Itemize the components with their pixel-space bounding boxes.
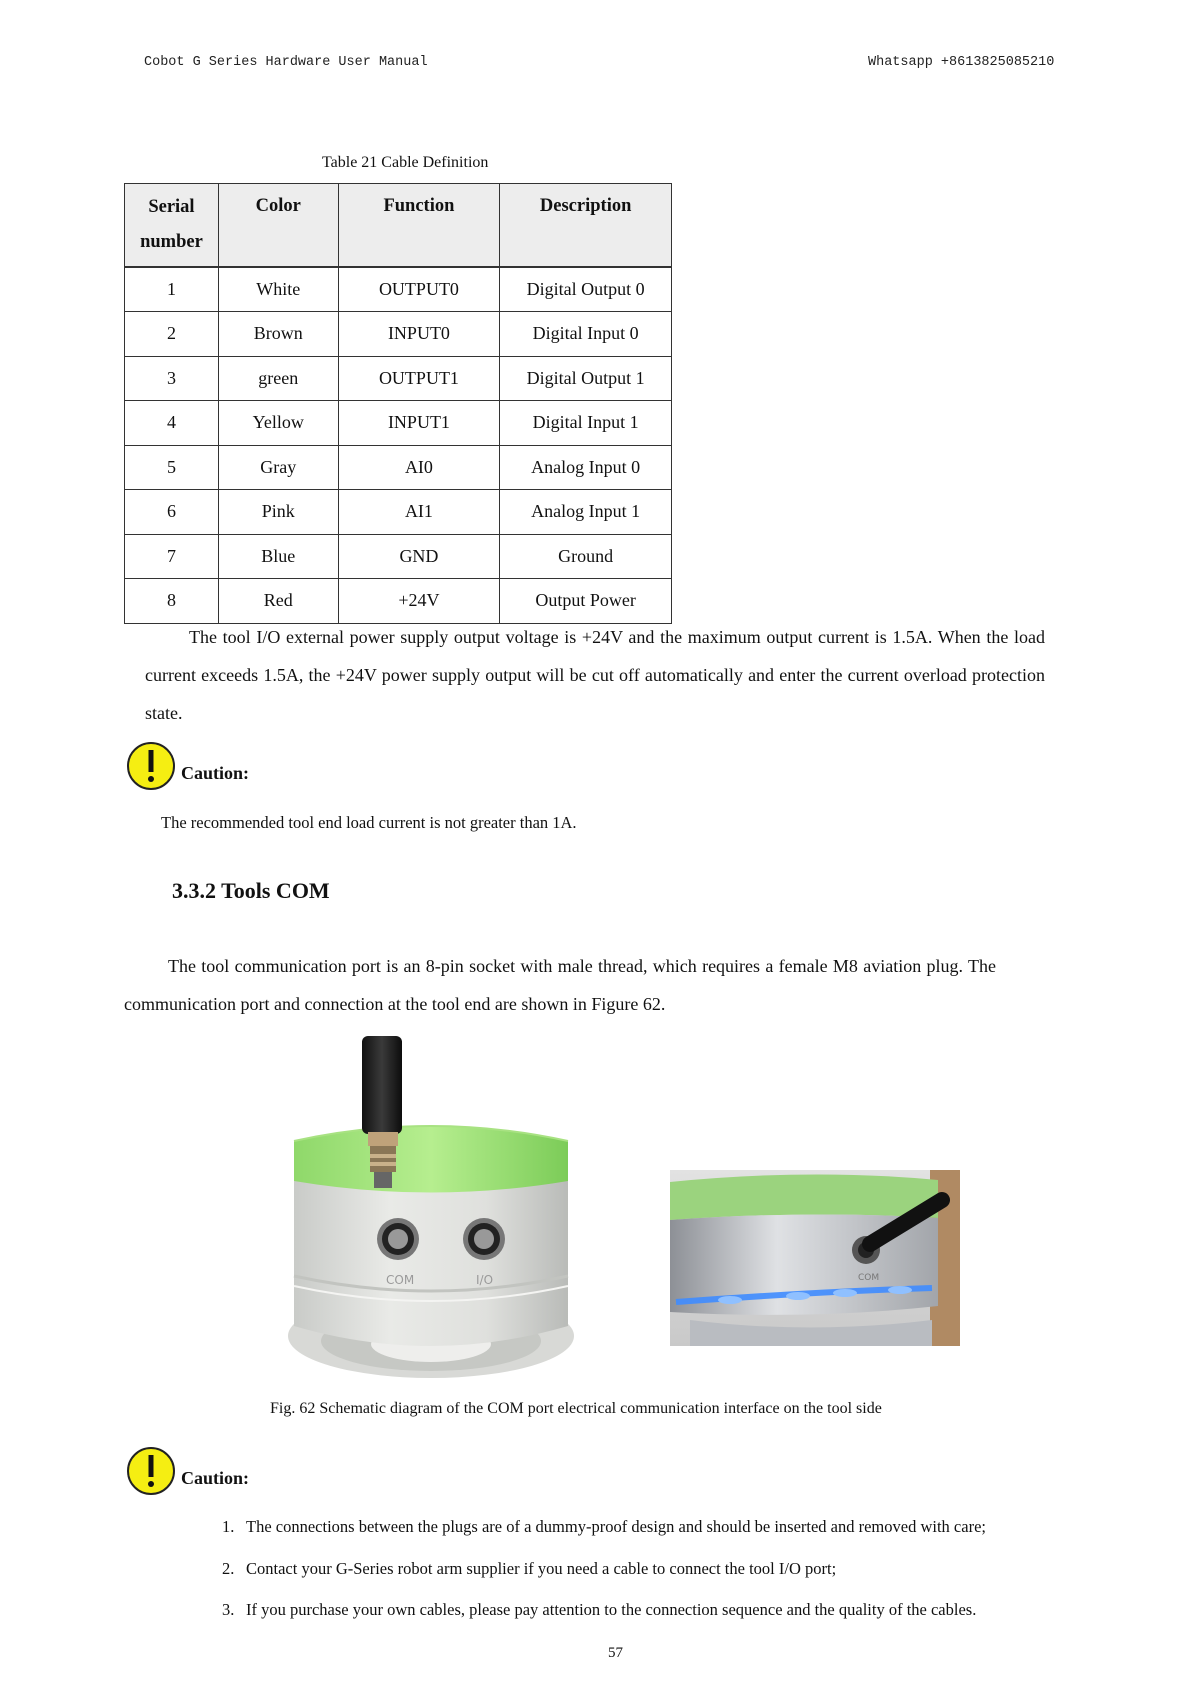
cell-serial: 7 [125, 534, 219, 579]
power-supply-text: The tool I/O external power supply output voltage is +24V and the maximum output current is 1.5A. When the load current exceeds 1.5A, the +24V power supply output will be cut off automatically and enter the current overload protection state. [145, 627, 1045, 723]
cell-function: OUTPUT0 [338, 267, 500, 312]
cell-serial: 8 [125, 579, 219, 624]
caution-list [222, 1514, 986, 1639]
cell-function: AI1 [338, 490, 500, 535]
caution-text: The recommended tool end load current is not greater than 1A. [161, 813, 577, 832]
cell-function: INPUT0 [338, 312, 500, 357]
cell-serial: 5 [125, 445, 219, 490]
cell-color: Brown [218, 312, 338, 357]
cell-color: Yellow [218, 401, 338, 446]
cell-serial: 1 [125, 267, 219, 312]
cell-description: Digital Output 1 [500, 356, 672, 401]
cell-function: GND [338, 534, 500, 579]
table-header-row [125, 184, 672, 267]
column-header-description: Description [500, 184, 672, 267]
running-header-title: Cobot G Series Hardware User Manual [144, 55, 428, 70]
tool-flange-side-photo [670, 1170, 960, 1346]
list-item [222, 1556, 986, 1598]
cell-description: Ground [500, 534, 672, 579]
table-row [125, 579, 672, 624]
list-item-text: If you purchase your own cables, please pay attention to the connection sequence and the quality of the cables. [246, 1600, 977, 1619]
table-row [125, 534, 672, 579]
tools-com-paragraph [124, 947, 996, 1023]
cell-serial: 2 [125, 312, 219, 357]
io-port-label: I/O [476, 1273, 494, 1287]
cell-function: INPUT1 [338, 401, 500, 446]
cell-function: OUTPUT1 [338, 356, 500, 401]
cell-description: Digital Input 1 [500, 401, 672, 446]
cell-color: green [218, 356, 338, 401]
caution-exclamation-icon [126, 1446, 176, 1496]
table-row [125, 356, 672, 401]
column-header-function: Function [338, 184, 500, 267]
list-item-number: 2. [222, 1558, 235, 1578]
com-port-label: COM [386, 1273, 415, 1287]
list-item [222, 1597, 986, 1639]
cell-color: Gray [218, 445, 338, 490]
cell-color: Pink [218, 490, 338, 535]
table-row [125, 445, 672, 490]
list-item-number: 1. [222, 1517, 235, 1536]
cell-serial: 6 [125, 490, 219, 535]
com-port-label-side: COM [858, 1273, 880, 1283]
tools-com-text: The tool communication port is an 8-pin socket with male thread, which requires a female M8 aviation plug. The communication port and connection at the tool end are shown in Figure 62. [124, 956, 996, 1014]
section-heading: 3.3.2 Tools COM [172, 878, 330, 903]
tool-flange-photo [286, 1036, 576, 1382]
column-header-serial: Serial number [125, 184, 219, 267]
cable-definition-table [124, 183, 672, 624]
cell-color: Blue [218, 534, 338, 579]
caution-exclamation-icon [126, 741, 176, 791]
cell-description: Analog Input 0 [500, 445, 672, 490]
caution-label: Caution: [181, 1468, 250, 1488]
cell-serial: 3 [125, 356, 219, 401]
cell-description: Output Power [500, 579, 672, 624]
table-caption: Table 21 Cable Definition [322, 154, 489, 171]
list-item-text: The connections between the plugs are of a dummy-proof design and should be inserted and removed with care; [246, 1517, 986, 1536]
cell-description: Analog Input 1 [500, 490, 672, 535]
caution-label: Caution: [181, 763, 250, 783]
table-row [125, 312, 672, 357]
list-item-text: Contact your G-Series robot arm supplier if you need a cable to connect the tool I/O port; [246, 1558, 837, 1578]
running-header-contact: Whatsapp +8613825085210 [868, 55, 1055, 70]
table-row [125, 267, 672, 312]
table-row [125, 490, 672, 535]
page-number: 57 [608, 1645, 623, 1661]
cell-function: +24V [338, 579, 500, 624]
column-header-color: Color [218, 184, 338, 267]
cell-color: Red [218, 579, 338, 624]
list-item [222, 1514, 986, 1556]
power-supply-paragraph [145, 618, 1045, 732]
cell-color: White [218, 267, 338, 312]
list-item-number: 3. [222, 1600, 235, 1619]
cell-description: Digital Input 0 [500, 312, 672, 357]
table-row [125, 401, 672, 446]
cell-description: Digital Output 0 [500, 267, 672, 312]
cell-serial: 4 [125, 401, 219, 446]
cell-function: AI0 [338, 445, 500, 490]
figure-caption: Fig. 62 Schematic diagram of the COM port electrical communication interface on the tool side [270, 1400, 882, 1417]
